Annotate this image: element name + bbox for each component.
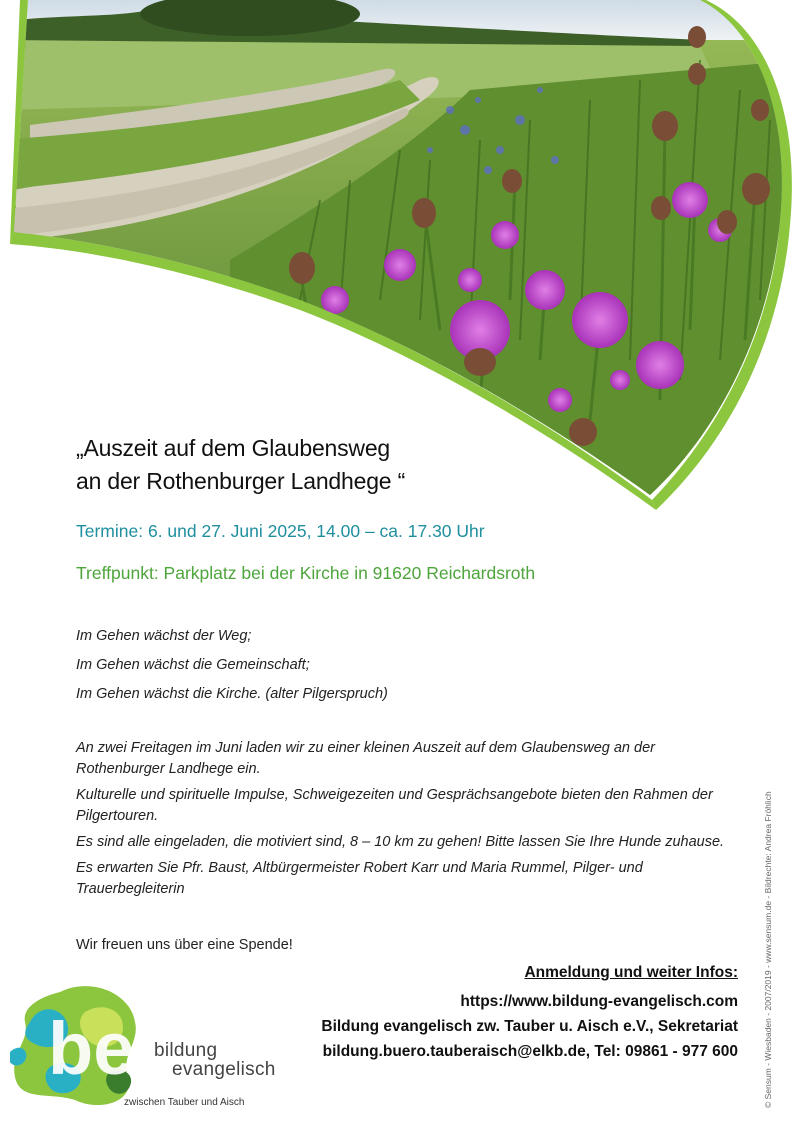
- poem-line: Im Gehen wächst die Gemeinschaft;: [76, 657, 310, 673]
- pilgrim-saying: [76, 622, 388, 709]
- description-paragraph: Kulturelle und spirituelle Impulse, Schweigezeiten und Gesprächsangebote bieten den Rahmen der Pilgertouren.: [76, 787, 713, 824]
- poem-line: Im Gehen wächst der Weg;: [76, 628, 252, 644]
- contact-organization: Bildung evangelisch zw. Tauber u. Aisch e.V., Sekretariat: [321, 1018, 738, 1035]
- bildung-evangelisch-logo: [10, 982, 290, 1112]
- logo-word-evangelisch: evangelisch: [172, 1059, 276, 1080]
- meeting-point: Treffpunkt: Parkplatz bei der Kirche in 91620 Reichardsroth: [76, 563, 536, 583]
- poem-line: Im Gehen wächst die Kirche. (alter Pilgerspruch): [76, 686, 388, 702]
- logo-mark: be: [48, 1007, 135, 1090]
- event-title: [76, 432, 405, 498]
- description-paragraph: An zwei Freitagen im Juni laden wir zu einer kleinen Auszeit auf dem Glaubensweg an der Rothenburger Landhege ein.: [76, 740, 655, 777]
- image-credit: © Sensum - Wiesbaden - 2007/2019 - www.sensum.de - Bildrechte: Andrea Fröhlich: [763, 791, 773, 1108]
- contact-heading: Anmeldung und weiter Infos:: [524, 964, 738, 981]
- contact-url-link[interactable]: https://www.bildung-evangelisch.com: [460, 993, 738, 1010]
- donation-note: Wir freuen uns über eine Spende!: [76, 937, 293, 953]
- event-description: [76, 738, 736, 905]
- contact-block: [321, 960, 738, 1064]
- event-title-line-1: „Auszeit auf dem Glaubensweg: [76, 435, 391, 461]
- contact-email-phone[interactable]: bildung.buero.tauberaisch@elkb.de, Tel: 09861 - 977 600: [322, 1043, 738, 1060]
- description-paragraph: Es erwarten Sie Pfr. Baust, Altbürgermeister Robert Karr und Maria Rummel, Pilger- und Trauerbegleiterin: [76, 860, 643, 897]
- logo-word-bildung: bildung: [154, 1040, 218, 1061]
- logo-tagline: zwischen Tauber und Aisch: [124, 1097, 245, 1108]
- event-dates: Termine: 6. und 27. Juni 2025, 14.00 – ca. 17.30 Uhr: [76, 521, 485, 541]
- description-paragraph: Es sind alle eingeladen, die motiviert sind, 8 – 10 km zu gehen! Bitte lassen Sie Ihre Hunde zuhause.: [76, 834, 725, 850]
- event-title-line-2: an der Rothenburger Landhege “: [76, 468, 406, 494]
